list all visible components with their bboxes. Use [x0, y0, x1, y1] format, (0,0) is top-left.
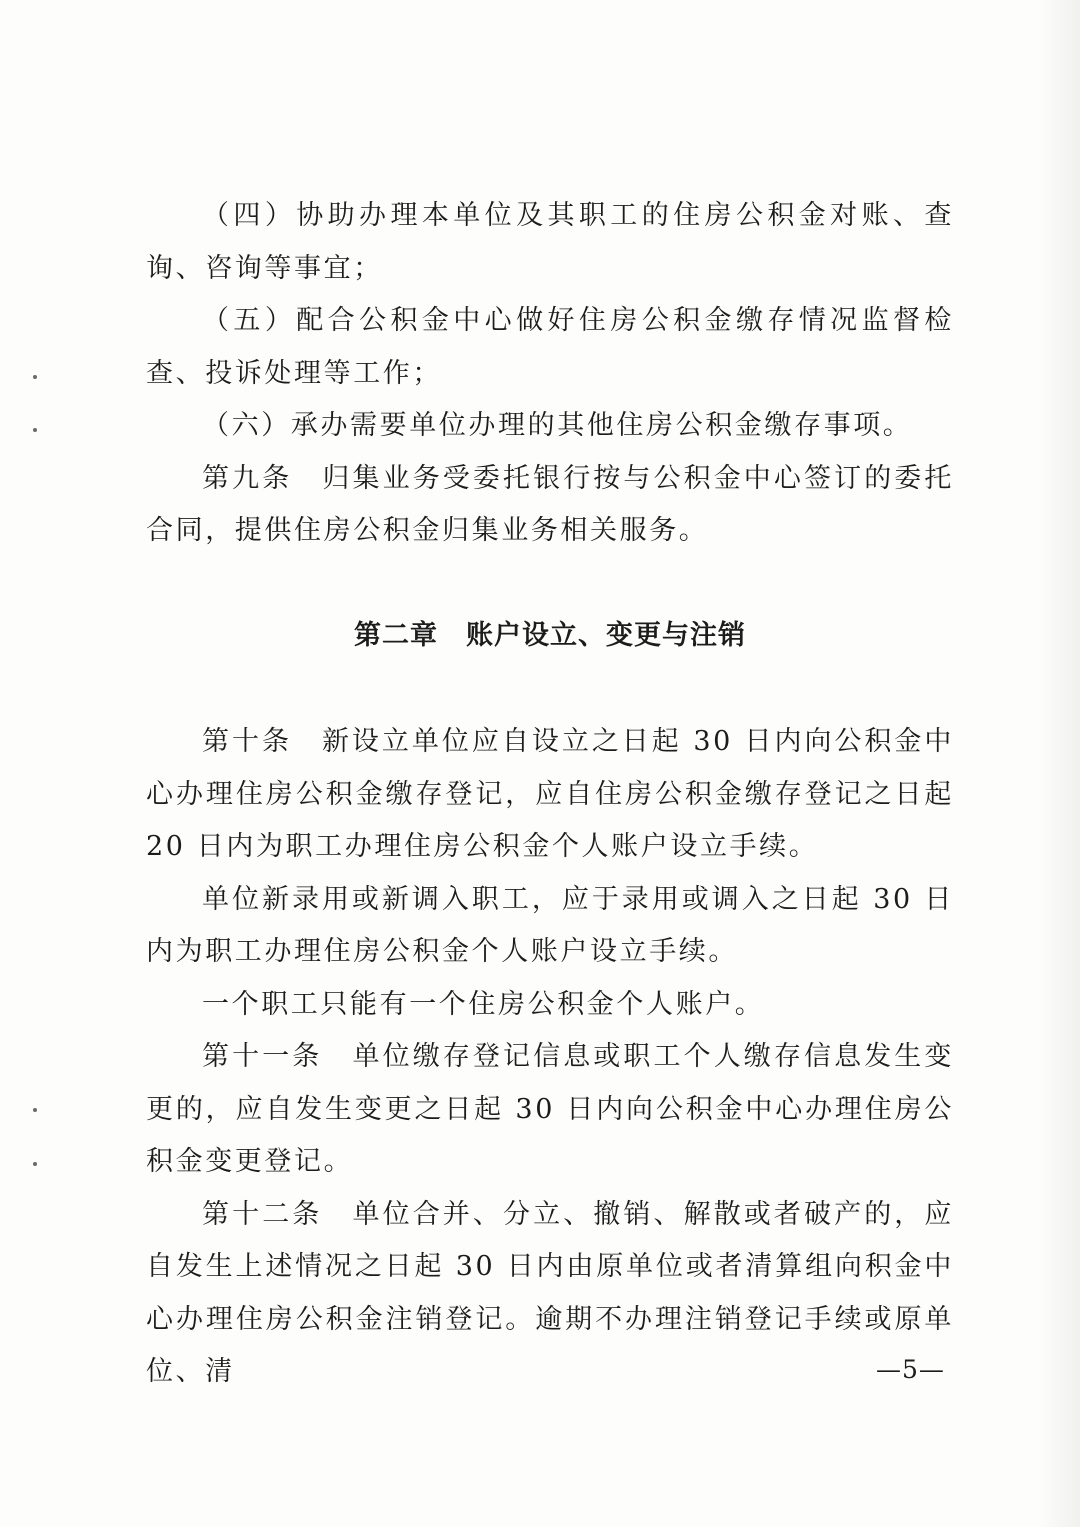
- paragraph-article-nine: 第九条 归集业务受委托银行按与公积金中心签订的委托合同，提供住房公积金归集业务相关服务。: [146, 462, 954, 546]
- paragraph-article-twelve: 第十二条 单位合并、分立、撤销、解散或者破产的，应自发生上述情况之日起 30 日内由原单位或者清算组向积金中心办理住房公积金注销登记。逾期不办理注销登记手续或原单位、清: [146, 1198, 954, 1387]
- chapter-title: 第二章 账户设立、变更与注销: [354, 620, 746, 651]
- binding-hole-mark: [33, 428, 37, 432]
- paragraph-new-employee: 单位新录用或新调入职工，应于录用或调入之日起 30 日内为职工办理住房公积金个人账户设立手续。: [146, 883, 954, 967]
- paragraph-item-four: （四）协助办理本单位及其职工的住房公积金对账、查询、咨询等事宜；: [146, 200, 954, 284]
- paragraph-article-ten: 第十条 新设立单位应自设立之日起 30 日内向公积金中心办理住房公积金缴存登记，应自住房公积金缴存登记之日起 20 日内为职工办理住房公积金个人账户设立手续。: [146, 726, 954, 862]
- binding-hole-mark: [33, 1162, 37, 1166]
- paragraph-item-six: （六）承办需要单位办理的其他住房公积金缴存事项。: [202, 410, 913, 441]
- paragraph-article-eleven: 第十一条 单位缴存登记信息或职工个人缴存信息发生变更的，应自发生变更之日起 30 日内向公积金中心办理住房公积金变更登记。: [146, 1041, 954, 1177]
- section-one-text: [146, 190, 954, 558]
- binding-hole-mark: [33, 375, 37, 379]
- paragraph-single-account: 一个职工只能有一个住房公积金个人账户。: [202, 988, 765, 1020]
- section-two-text: [146, 716, 954, 1399]
- page-number: —5—: [876, 1355, 945, 1384]
- page-edge-shadow: [1038, 0, 1080, 1527]
- binding-hole-mark: [33, 1108, 37, 1112]
- paragraph-item-five: （五）配合公积金中心做好住房公积金缴存情况监督检查、投诉处理等工作；: [146, 305, 954, 389]
